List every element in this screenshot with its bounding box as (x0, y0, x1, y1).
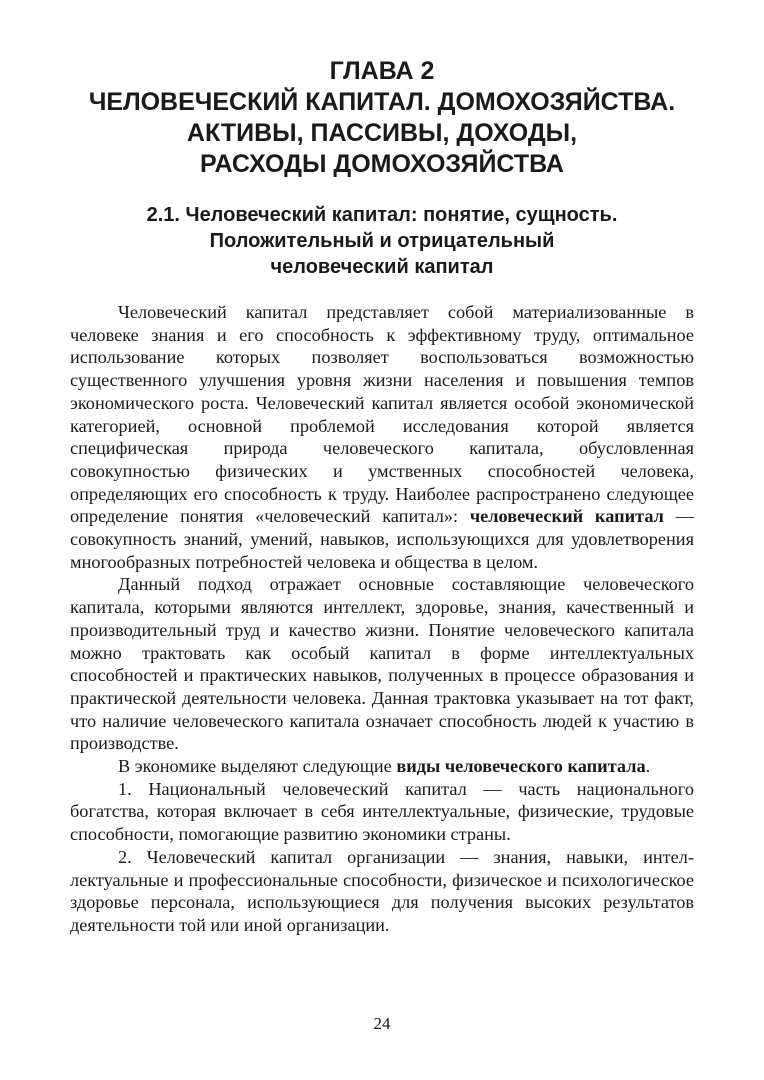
paragraph-text: Человеческий капитал представляет собой материализованные в человеке знания и его способность к эффективному труду, оптимальное использование которых позволяет воспользоваться возможностью существенного улучшения уровня жизни населения и повышения темпов экономического роста. Человеческий капитал является особой экономической категорией, основной проблемой исследования которой является специфическая природа человеческого капитала, обусловленная совокупностью физических и умственных способностей человека, определяющих его способность к труду. Наиболее распространено следующее определение понятия «человеческий капитал»: (70, 302, 694, 527)
list-item-organization: 2. Человеческий капитал организации — знания, навыки, интеллектуальные и профессиональные способности, физическое и психологическое здоровье персонала, использующиеся для получения высоких результатов деятельности той или иной организации. (70, 846, 694, 935)
chapter-title-line: АКТИВЫ, ПАССИВЫ, ДОХОДЫ, (186, 119, 578, 147)
paragraph-types-intro (70, 755, 694, 778)
chapter-title-line: ЧЕЛОВЕЧЕСКИЙ КАПИТАЛ. ДОМОХОЗЯЙСТВА. (88, 88, 676, 116)
chapter-heading (70, 56, 694, 180)
body-text (70, 301, 694, 937)
paragraph-text: — совокупность знаний, умений, навыков, использующихся для удовлетворения многообразных потребностей человека и общества в целом. (70, 506, 695, 572)
section-title-line: Положительный и отрицательный (209, 230, 555, 252)
section-heading (70, 202, 694, 280)
bold-term: человеческий капитал (469, 506, 664, 527)
paragraph-text: В экономике выделяют следующие (118, 756, 397, 777)
section-title-line: 2.1. Человеческий капитал: понятие, сущность. (146, 204, 618, 226)
paragraph-definition (70, 301, 694, 573)
paragraph-approach: Данный подход отражает основные составляющие человеческого капитала, которыми являются интеллект, здоровье, знания, качественный и производительный труд и качество жизни. Понятие человеческого капитала можно трактовать как особый капитал в форме интеллектуальных способностей и практических навыков, полученных в процессе образования и практической деятельности человека. Данная трактовка указывает на тот факт, что наличие человеческого капитала означает способность людей к участию в производстве. (70, 574, 694, 754)
section-title-line: человеческий капитал (270, 256, 494, 278)
bold-term: виды человеческого капитала (396, 756, 646, 777)
page-number: 24 (373, 1014, 391, 1033)
chapter-title-line: РАСХОДЫ ДОМОХОЗЯЙСТВА (200, 150, 564, 178)
list-item-national: 1. Национальный человеческий капитал — часть национального богатства, которая включает в себя интеллектуальные, физические, трудовые способности, помогающие развитию экономики страны. (70, 778, 694, 845)
paragraph-text: . (645, 756, 651, 777)
chapter-number: ГЛАВА 2 (329, 57, 435, 85)
